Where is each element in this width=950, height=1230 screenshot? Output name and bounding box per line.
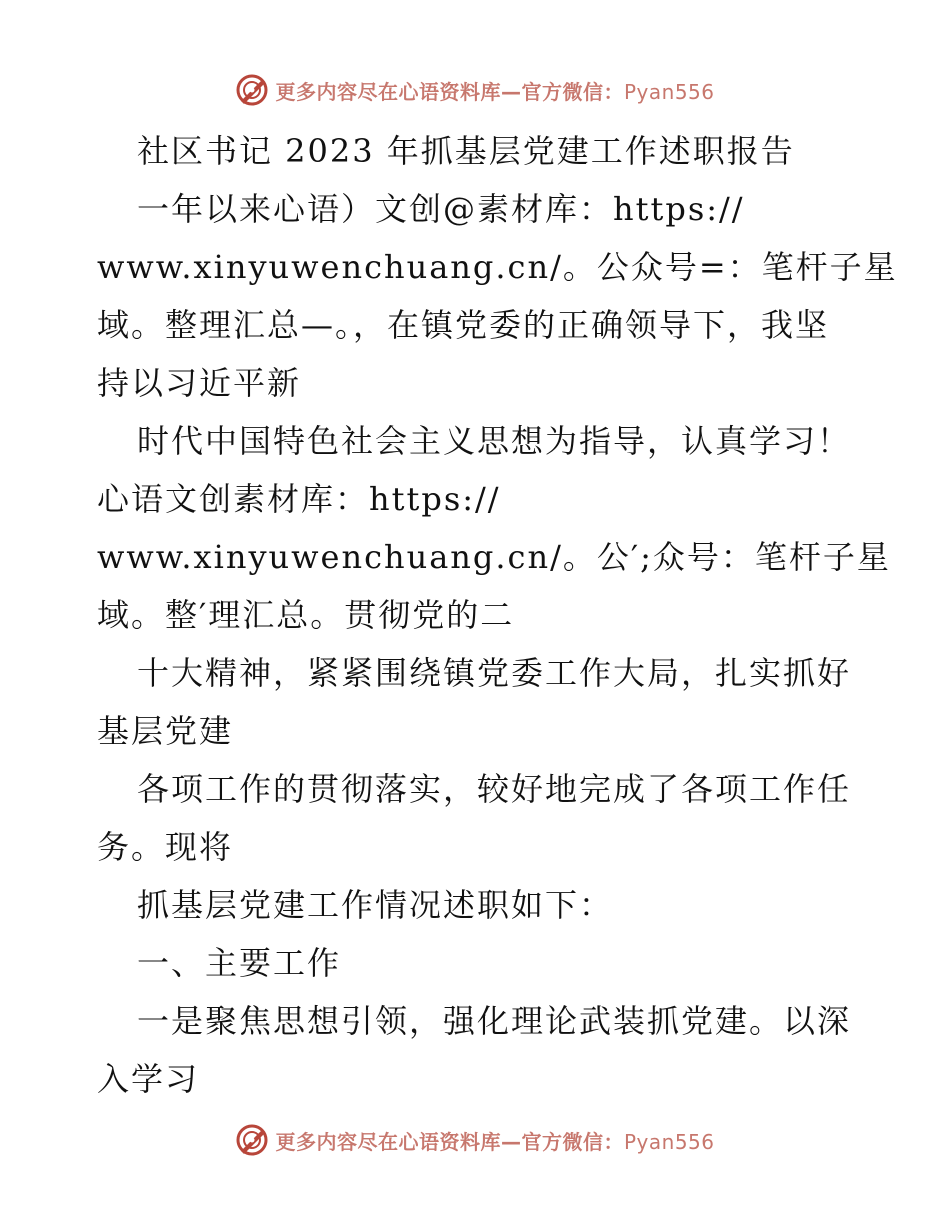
paragraph-line: 一年以来心语）文创@素材库：https:// [137,190,745,228]
pen-logo-icon [235,1123,269,1157]
paragraph-line: 时代中国特色社会主义思想为指导，认真学习！ [137,422,852,460]
paragraph-line: 入学习 [97,1060,200,1098]
paragraph-line: 各项工作的贯彻落实，较好地完成了各项工作任 [137,770,852,808]
pen-logo-icon [235,73,269,107]
document-body [97,122,898,1108]
paragraph-line: 十大精神，紧紧围绕镇党委工作大局，扎实抓好 [137,654,852,692]
paragraph-line: 持以习近平新 [97,364,302,402]
paragraph-line: 一是聚焦思想引领，强化理论武装抓党建。以深 [137,1002,852,1040]
footer-wechat-handle: Pyan556 [623,1129,715,1154]
paragraph-line: 务。现将 [97,828,234,866]
paragraph-line: 抓基层党建工作情况述职如下： [137,886,614,924]
paragraph-line: www.xinyuwenchuang.cn/。公众号=：笔杆子星 [97,248,898,286]
header-wechat-handle: Pyan556 [623,79,715,104]
section-heading: 一、主要工作 [137,944,342,982]
header-banner [0,70,950,110]
footer-banner [0,1120,950,1160]
paragraph-line: www.xinyuwenchuang.cn/。公′;众号：笔杆子星 [97,538,891,576]
footer-banner-text: 更多内容尽在心语资料库—官方微信：Pyan556 [275,1129,715,1154]
paragraph-line: 心语文创素材库：https:// [97,480,501,518]
document-title: 社区书记 2023 年抓基层党建工作述职报告 [137,132,795,170]
paragraph-line: 基层党建 [97,712,234,750]
paragraph-line: 域。整′理汇总。贯彻党的二 [97,596,515,634]
header-banner-text: 更多内容尽在心语资料库—官方微信：Pyan556 [275,79,715,104]
paragraph-line: 域。整理汇总—。，在镇党委的正确领导下，我坚 [97,306,830,344]
